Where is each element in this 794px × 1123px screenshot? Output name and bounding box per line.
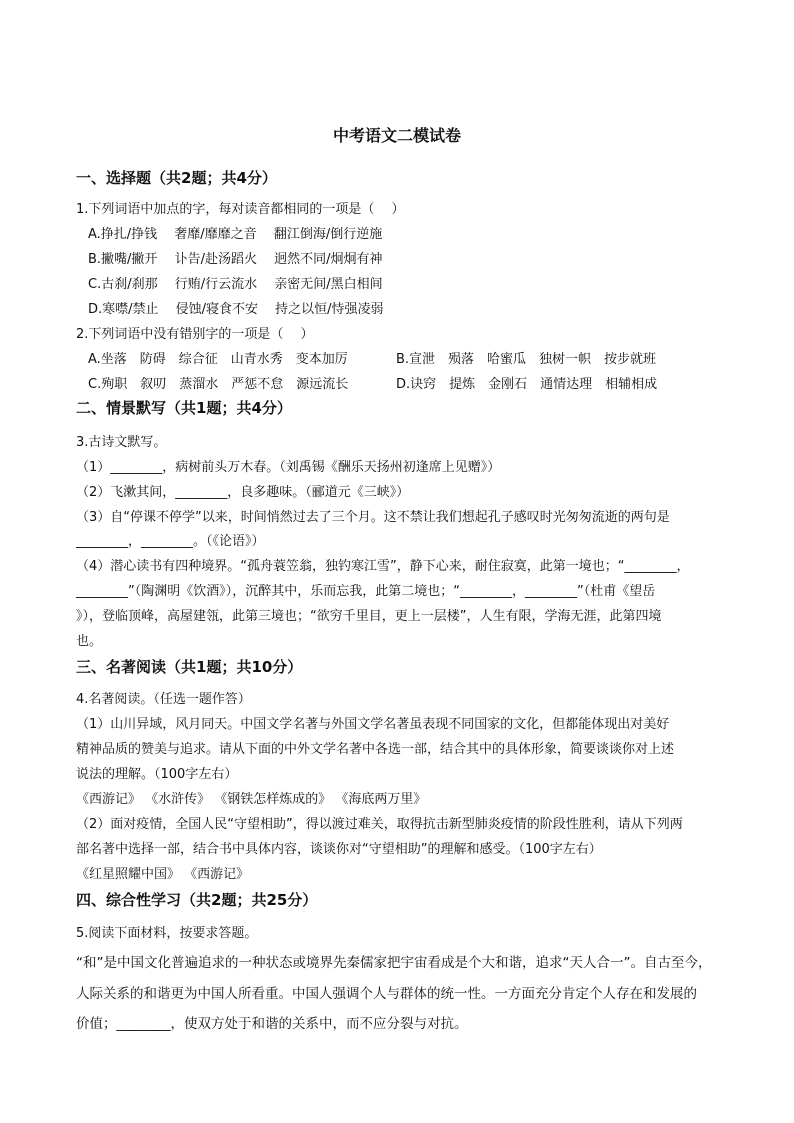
question-1-option-d: D.寒噤/禁止 侵蚀/寝食不安 持之以恒/恃强凌弱 (88, 302, 384, 317)
question-2-option-a: A.坐落 防碍 综合征 山青水秀 变本加厉 (88, 352, 348, 367)
question-2-option-c: C.殉职 叙叨 蒸溜水 严惩不怠 源远流长 (88, 377, 349, 392)
question-3-line: ________”（陶渊明《饮酒》），沉醉其中，乐而忘我，此第二境也；“________，________”（杜甫《望岳 (76, 584, 656, 599)
question-5-stem: 5.阅读下面材料，按要求答题。 (76, 926, 258, 941)
question-4-book-list: 《红星照耀中国》 《西游记》 (76, 867, 250, 882)
section-heading-comprehensive: 四、综合性学习（共2题；共25分） (76, 891, 318, 909)
question-4-line: 部名著中选择一部，结合书中具体内容，谈谈你对“守望相助”的理解和感受。（100字左右） (76, 842, 602, 857)
question-3-line: （4）潜心读书有四种境界。“孤舟蓑笠翁，独钓寒江雪”，静下心来，耐住寂寞，此第一境也；“________， (76, 559, 690, 574)
question-1-option-c: C.古刹/刹那 行贿/行云流水 亲密无间/黑白相间 (88, 277, 383, 292)
question-1-option-a: A.挣扎/挣钱 奢靡/靡靡之音 翻江倒海/倒行逆施 (88, 227, 383, 242)
section-heading-choice: 一、选择题（共2题；共4分） (76, 169, 277, 187)
question-3-line: （2）飞漱其间，________，良多趣味。（郦道元《三峡》） (76, 485, 410, 500)
question-2-stem: 2.下列词语中没有错别字的一项是（ ） (76, 327, 314, 342)
question-4-line: （1）山川异域，风月同天。中国文学名著与外国文学名著虽表现不同国家的文化，但都能体现出对美好 (76, 717, 670, 732)
question-3-line: 》），登临顶峰，高屋建瓴，此第三境也；“欲穷千里目，更上一层楼”，人生有限，学海无涯，此第四境 (76, 609, 662, 624)
question-5-passage-line: 人际关系的和谐更为中国人所看重。中国人强调个人与群体的统一性。一方面充分肯定个人存在和发展的 (76, 986, 697, 1002)
question-4-line: （2）面对疫情，全国人民“守望相助”，得以渡过难关，取得抗击新型肺炎疫情的阶段性胜利，请从下列两 (76, 817, 683, 832)
question-4-book-list: 《西游记》 《水浒传》 《钢铁怎样炼成的》 《海底两万里》 (76, 792, 427, 807)
question-3-line: 也。 (76, 634, 103, 649)
page-title: 中考语文二模试卷 (332, 126, 461, 145)
question-4-line: 精神品质的赞美与追求。请从下面的中外文学名著中各选一部，结合其中的具体形象，简要谈谈你对上述 (76, 742, 675, 757)
section-heading-classics: 三、名著阅读（共1题；共10分） (76, 658, 303, 676)
question-3-stem: 3.古诗文默写。 (76, 435, 167, 450)
question-4-stem: 4.名著阅读。（任选一题作答） (76, 692, 251, 707)
question-1-option-b: B.撇嘴/撇开 讣告/赴汤蹈火 迥然不同/炯炯有神 (88, 252, 383, 267)
question-5-passage-line: 价值；________，使双方处于和谐的关系中，而不应分裂与对抗。 (76, 1016, 468, 1032)
question-2-option-d: D.诀窍 提炼 金刚石 通情达理 相辅相成 (396, 377, 658, 392)
question-3-line: （3）自“停课不停学”以来，时间悄然过去了三个月。这不禁让我们想起孔子感叹时光匆匆流逝的两句是 (76, 510, 670, 525)
question-3-line: ________，________。（《论语》） (76, 534, 265, 549)
question-3-line: （1）________，病树前头万木春。（刘禹锡《酬乐天扬州初逢席上见赠》） (76, 460, 501, 475)
section-heading-recitation: 二、情景默写（共1题；共4分） (76, 399, 292, 417)
question-4-line: 说法的理解。（100字左右） (76, 767, 238, 782)
question-1-stem: 1.下列词语中加点的字，每对读音都相同的一项是（ ） (76, 202, 405, 217)
question-5-passage-line: “和”是中国文化普遍追求的一种状态或境界先秦儒家把宇宙看成是个大和谐，追求“天人合一”。自古至今， (76, 955, 712, 971)
question-2-option-b: B.宣泄 殒落 哈蜜瓜 独树一帜 按步就班 (396, 352, 657, 367)
